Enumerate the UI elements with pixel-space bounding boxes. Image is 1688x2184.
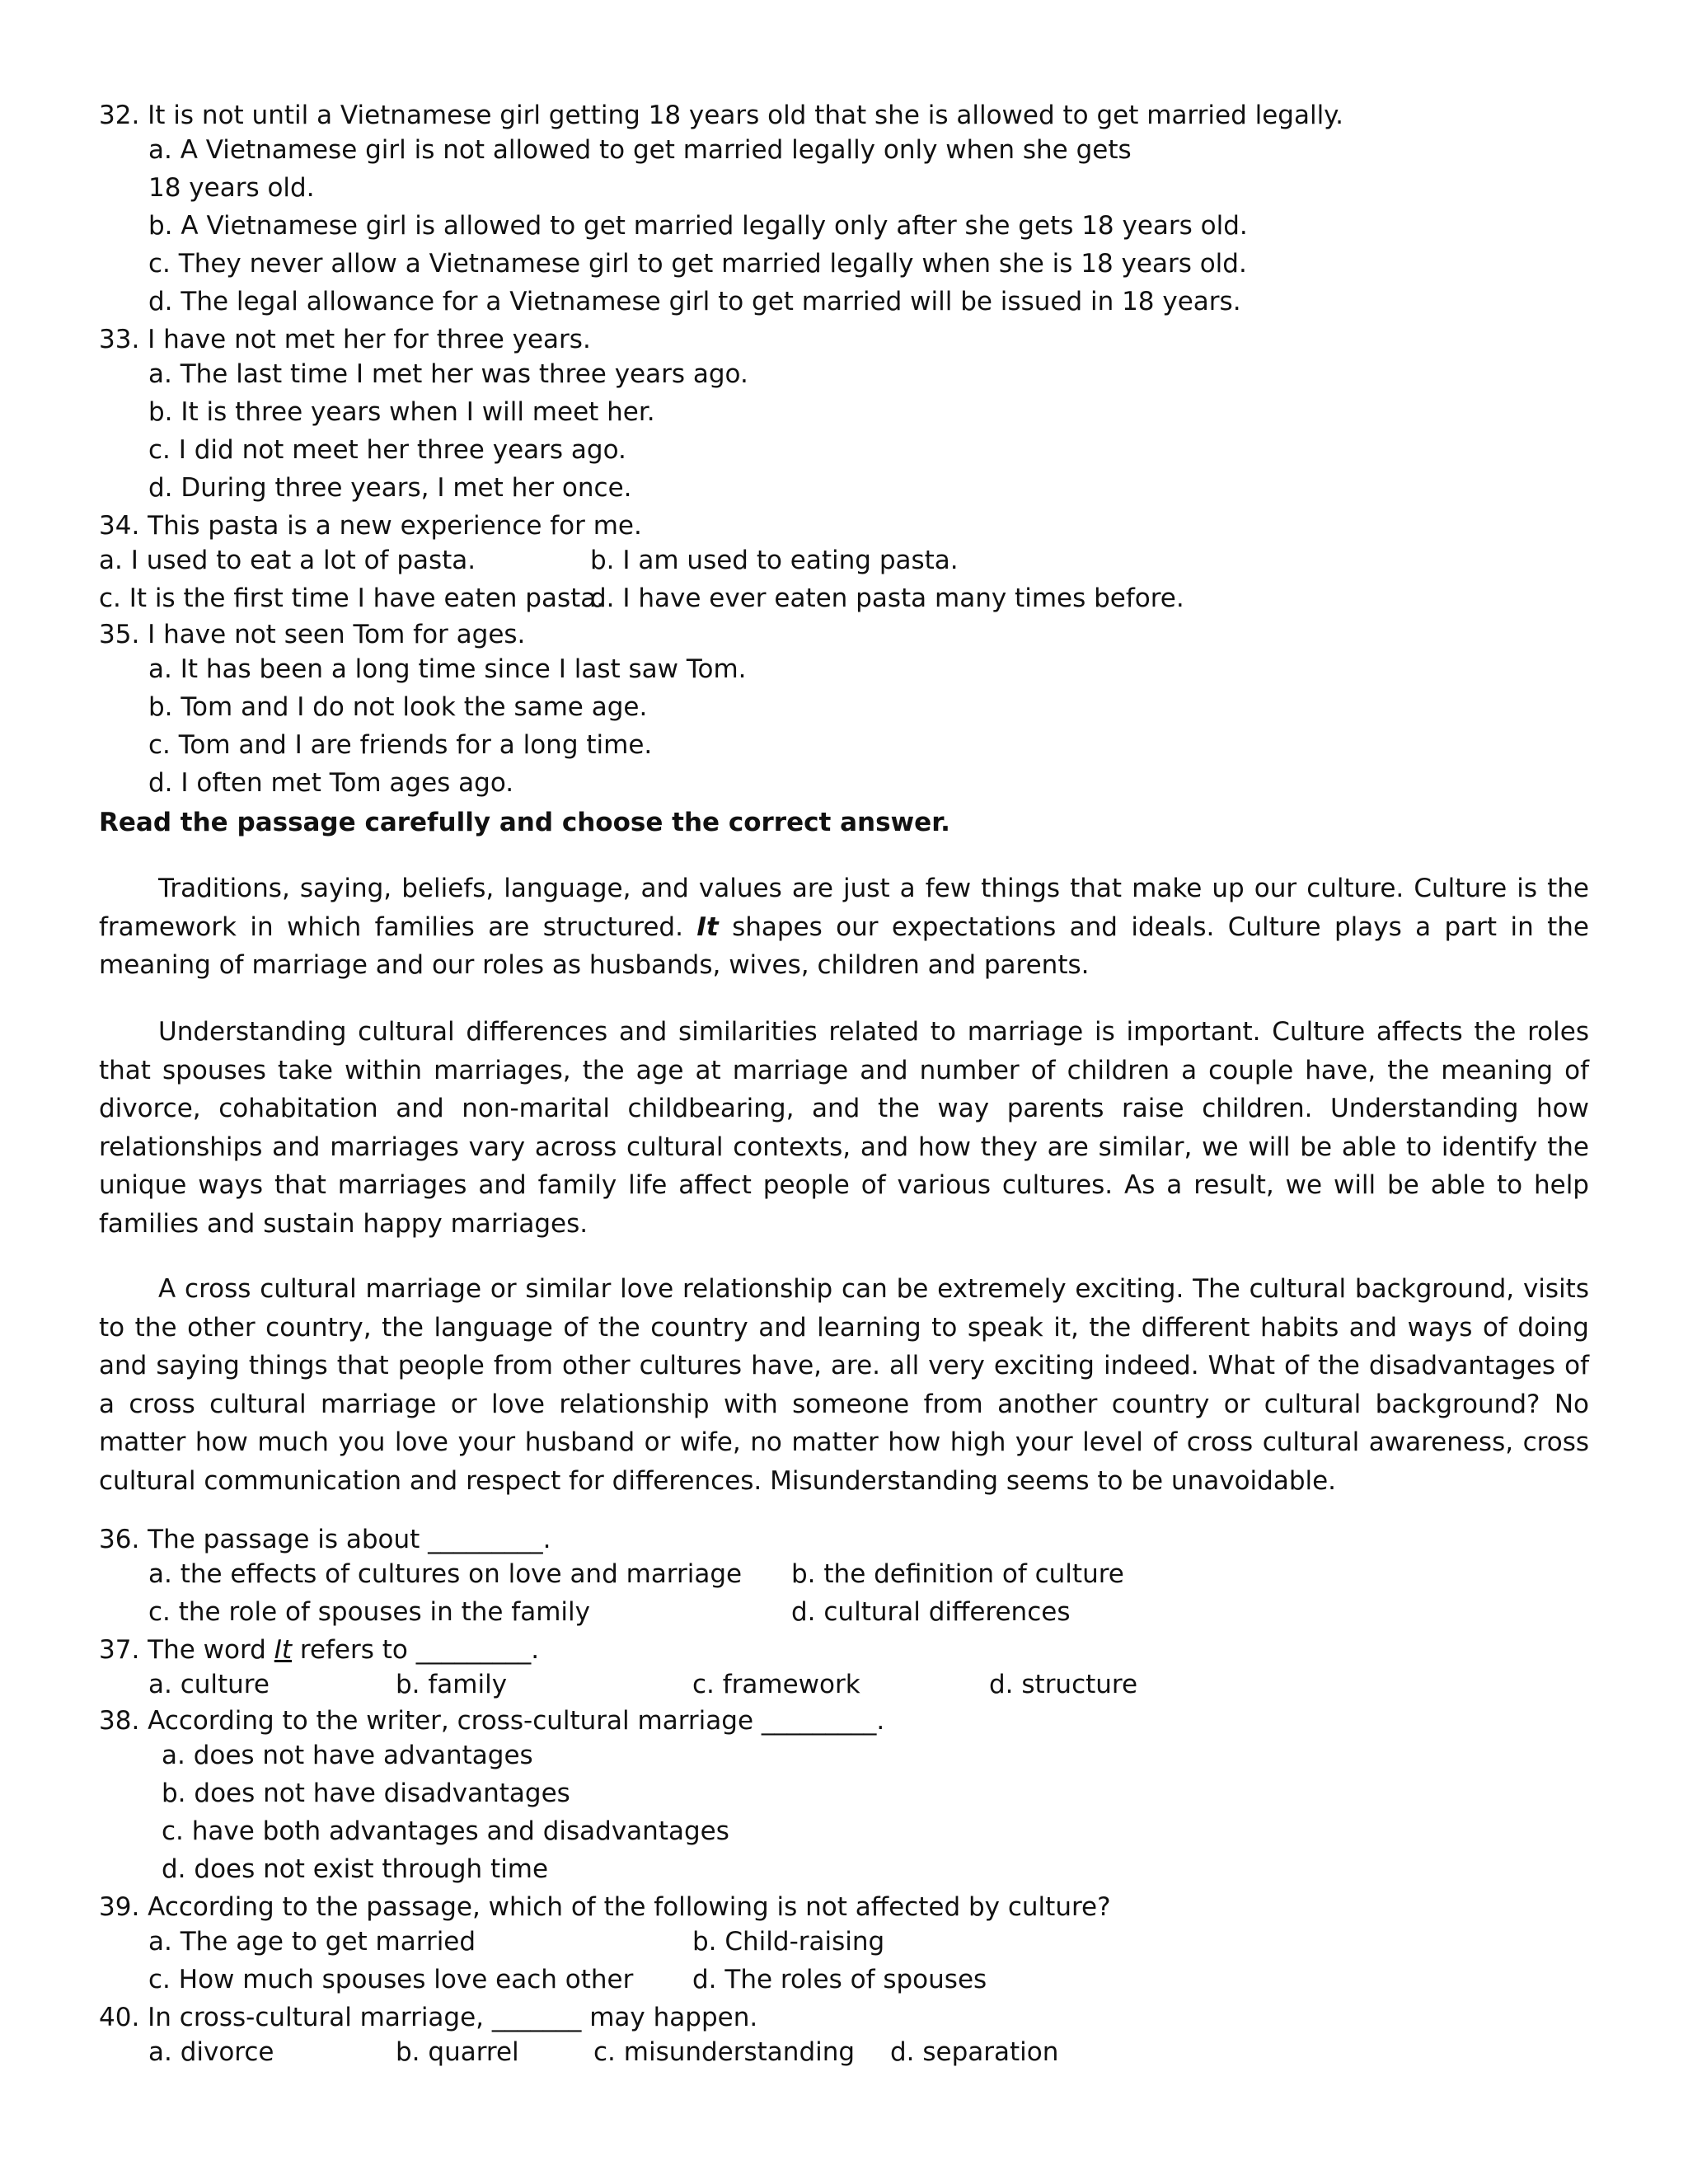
question-33-stem: 33. I have not met her for three years. xyxy=(99,325,591,354)
question-37-stem xyxy=(99,1633,539,1666)
question-34-option-a: a. I used to eat a lot of pasta. xyxy=(99,546,476,575)
question-38-option-d: d. does not exist through time xyxy=(162,1854,549,1884)
question-39-option-d: d. The roles of spouses xyxy=(692,1965,987,1994)
question-37-stem-pre: 37. The word xyxy=(99,1635,274,1665)
question-37-stem-post: refers to _________. xyxy=(292,1635,540,1665)
passage-paragraph-3: A cross cultural marriage or similar love relationship can be extremely exciting. The cultural background, visits to the other country, the language of the country and learning to speak it, the different habits and ways of doing and saying things that people from other cultures have, are. all very exciting indeed. What of the disadvantages of a cross cultural marriage or love relationship with someone from another country or cultural background? No matter how much you love your husband or wife, no matter how high your level of cross cultural awareness, cross cultural communication and respect for differences. Misunderstanding seems to be unavoidable. xyxy=(99,1274,1589,1496)
question-38-stem: 38. According to the writer, cross-cultural marriage _________. xyxy=(99,1706,885,1736)
question-37-option-c: c. framework xyxy=(692,1670,860,1699)
question-32-stem: 32. It is not until a Vietnamese girl getting 18 years old that she is allowed to get married legally. xyxy=(99,101,1343,130)
question-36-option-a: a. the effects of cultures on love and marriage xyxy=(148,1559,743,1589)
question-35-stem: 35. I have not seen Tom for ages. xyxy=(99,620,526,649)
question-34-option-c: c. It is the first time I have eaten pasta. xyxy=(99,583,605,613)
reading-instruction: Read the passage carefully and choose the correct answer. xyxy=(99,808,950,837)
question-35-option-c: c. Tom and I are friends for a long time. xyxy=(148,730,653,760)
question-39-option-c: c. How much spouses love each other xyxy=(148,1965,634,1994)
question-38-option-b: b. does not have disadvantages xyxy=(162,1779,570,1808)
question-33-option-b: b. It is three years when I will meet her. xyxy=(148,397,655,427)
question-40-stem: 40. In cross-cultural marriage, _______ may happen. xyxy=(99,2003,758,2032)
passage-paragraph-2: Understanding cultural differences and similarities related to marriage is important. Culture affects the roles that spouses take within marriages, the age at marriage and number of children a couple have, the meaning of divorce, cohabitation and non-marital childbearing, and the way parents raise children. Understanding how relationships and marriages vary across cultural contexts, and how they are similar, we will be able to identify the unique ways that marriages and family life affect people of various cultures. As a result, we will be able to help families and sustain happy marriages. xyxy=(99,1017,1589,1239)
passage-paragraph-1 xyxy=(99,869,1589,985)
question-32-option-c: c. They never allow a Vietnamese girl to get married legally when she is 18 years old. xyxy=(148,249,1247,279)
passage-p1-it: It xyxy=(696,912,719,942)
question-33-option-a: a. The last time I met her was three years ago. xyxy=(148,359,748,389)
question-39-option-a: a. The age to get married xyxy=(148,1927,476,1957)
question-36-option-b: b. the definition of culture xyxy=(791,1559,1124,1589)
passage-p1-before: Traditions, saying, beliefs, language, and values are just a few things that make up our culture. Culture is the framework in which families are structured. xyxy=(99,874,1589,942)
question-37-option-d: d. structure xyxy=(989,1670,1138,1699)
question-34-stem: 34. This pasta is a new experience for me. xyxy=(99,511,642,541)
question-40-option-d: d. separation xyxy=(890,2037,1059,2067)
question-32-option-a-line2: 18 years old. xyxy=(148,173,315,203)
question-32-option-b: b. A Vietnamese girl is allowed to get married legally only after she gets 18 years old. xyxy=(148,211,1248,241)
question-36-option-c: c. the role of spouses in the family xyxy=(148,1597,590,1627)
question-35-option-a: a. It has been a long time since I last saw Tom. xyxy=(148,654,747,684)
question-37-option-a: a. culture xyxy=(148,1670,270,1699)
question-32-option-d: d. The legal allowance for a Vietnamese girl to get married will be issued in 18 years. xyxy=(148,287,1241,316)
question-34-option-b: b. I am used to eating pasta. xyxy=(590,546,959,575)
question-40-option-a: a. divorce xyxy=(148,2037,274,2067)
question-33-option-c: c. I did not meet her three years ago. xyxy=(148,435,626,465)
question-35-option-d: d. I often met Tom ages ago. xyxy=(148,768,514,798)
passage-p1-after: shapes our expectations and ideals. Culture plays a part in the meaning of marriage and our roles as husbands, wives, children and parents. xyxy=(99,912,1589,980)
question-39-stem: 39. According to the passage, which of the following is not affected by culture? xyxy=(99,1892,1111,1922)
question-40-option-b: b. quarrel xyxy=(396,2037,519,2067)
question-38-option-c: c. have both advantages and disadvantages xyxy=(162,1816,729,1846)
question-33-option-d: d. During three years, I met her once. xyxy=(148,473,632,503)
question-38-option-a: a. does not have advantages xyxy=(162,1741,533,1770)
question-36-stem: 36. The passage is about _________. xyxy=(99,1525,551,1554)
question-37-option-b: b. family xyxy=(396,1670,508,1699)
question-39-option-b: b. Child-raising xyxy=(692,1927,885,1957)
question-32-option-a-line1: a. A Vietnamese girl is not allowed to get married legally only when she gets xyxy=(148,135,1132,165)
question-34-option-d: d. I have ever eaten pasta many times before. xyxy=(590,583,1184,613)
question-35-option-b: b. Tom and I do not look the same age. xyxy=(148,692,648,722)
question-36-option-d: d. cultural differences xyxy=(791,1597,1071,1627)
question-37-stem-word: It xyxy=(274,1635,293,1665)
question-40-option-c: c. misunderstanding xyxy=(593,2037,856,2067)
